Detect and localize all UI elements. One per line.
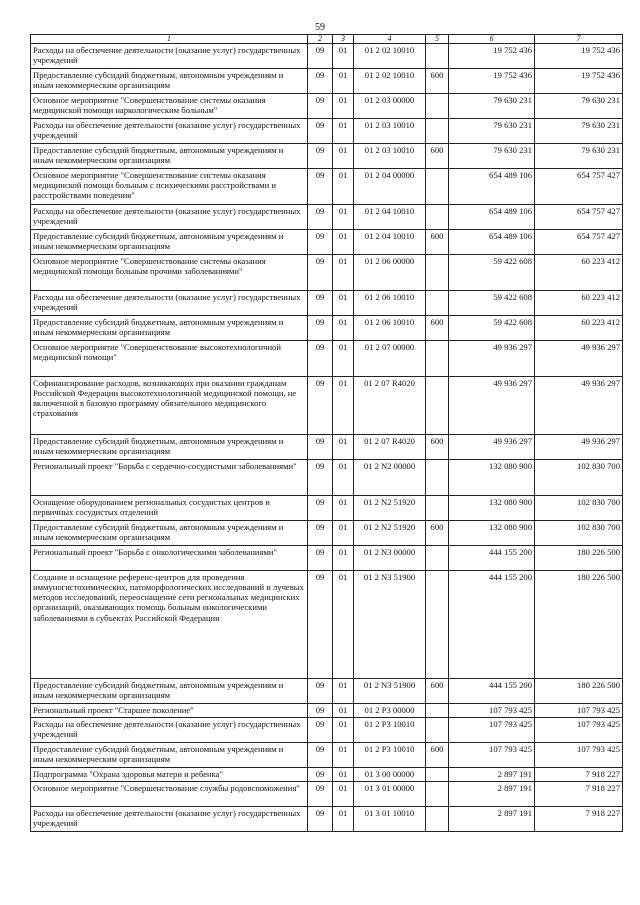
amount-year2-cell: 7 918 227 — [535, 782, 623, 807]
expense-type-cell: 600 — [426, 316, 449, 341]
target-article-cell: 01 2 P3 00000 — [354, 704, 426, 718]
subsection-code-cell: 01 — [333, 718, 354, 743]
section-code-cell: 09 — [308, 460, 333, 496]
expense-type-cell — [426, 341, 449, 377]
row-name-cell: Расходы на обеспечение деятельности (оказание услуг) государственных учреждений — [31, 718, 308, 743]
row-name-cell: Основное мероприятие "Совершенствование службы родовспоможения" — [31, 782, 308, 807]
section-code-cell: 09 — [308, 341, 333, 377]
expense-type-cell — [426, 807, 449, 832]
amount-year2-cell: 102 830 700 — [535, 460, 623, 496]
amount-year2-cell: 107 793 425 — [535, 718, 623, 743]
subsection-code-cell: 01 — [333, 44, 354, 69]
amount-year1-cell: 444 155 200 — [449, 679, 535, 704]
subsection-code-cell: 01 — [333, 768, 354, 782]
amount-year1-cell: 132 080 900 — [449, 496, 535, 521]
table-row — [31, 119, 623, 144]
row-name-cell: Расходы на обеспечение деятельности (оказание услуг) государственных учреждений — [31, 119, 308, 144]
amount-year1-cell: 132 080 900 — [449, 521, 535, 546]
table-row — [31, 69, 623, 94]
amount-year1-cell: 49 936 297 — [449, 341, 535, 377]
section-code-cell: 09 — [308, 496, 333, 521]
amount-year1-cell: 444 155 200 — [449, 546, 535, 571]
subsection-code-cell: 01 — [333, 807, 354, 832]
expense-type-cell — [426, 571, 449, 679]
budget-table — [30, 34, 623, 832]
amount-year1-cell: 2 897 191 — [449, 782, 535, 807]
subsection-code-cell: 01 — [333, 571, 354, 679]
amount-year1-cell: 79 630 231 — [449, 94, 535, 119]
row-name-cell: Расходы на обеспечение деятельности (оказание услуг) государственных учреждений — [31, 44, 308, 69]
amount-year2-cell: 180 226 500 — [535, 571, 623, 679]
subsection-code-cell: 01 — [333, 205, 354, 230]
section-code-cell: 09 — [308, 44, 333, 69]
column-header-row — [31, 35, 623, 44]
table-row — [31, 377, 623, 435]
target-article-cell: 01 2 06 10010 — [354, 291, 426, 316]
target-article-cell: 01 2 03 10010 — [354, 144, 426, 169]
amount-year2-cell: 19 752 436 — [535, 69, 623, 94]
section-code-cell: 09 — [308, 768, 333, 782]
row-name-cell: Предоставление субсидий бюджетным, автономным учреждениям и иным некоммерческим организациям — [31, 144, 308, 169]
expense-type-cell: 600 — [426, 679, 449, 704]
amount-year2-cell: 7 918 227 — [535, 807, 623, 832]
expense-type-cell: 600 — [426, 69, 449, 94]
target-article-cell: 01 2 06 00000 — [354, 255, 426, 291]
expense-type-cell: 600 — [426, 743, 449, 768]
amount-year1-cell: 444 155 200 — [449, 571, 535, 679]
row-name-cell: Региональный проект "Борьба с онкологическими заболеваниями" — [31, 546, 308, 571]
column-header: 6 — [449, 35, 535, 44]
amount-year2-cell: 49 936 297 — [535, 341, 623, 377]
expense-type-cell: 600 — [426, 144, 449, 169]
amount-year1-cell: 654 489 106 — [449, 169, 535, 205]
amount-year2-cell: 49 936 297 — [535, 377, 623, 435]
amount-year1-cell: 49 936 297 — [449, 377, 535, 435]
table-row — [31, 546, 623, 571]
expense-type-cell — [426, 377, 449, 435]
amount-year1-cell: 79 630 231 — [449, 144, 535, 169]
row-name-cell: Расходы на обеспечение деятельности (оказание услуг) государственных учреждений — [31, 291, 308, 316]
amount-year2-cell: 180 226 500 — [535, 679, 623, 704]
target-article-cell: 01 2 N3 51900 — [354, 679, 426, 704]
column-header: 4 — [354, 35, 426, 44]
amount-year2-cell: 102 830 700 — [535, 496, 623, 521]
amount-year2-cell: 79 630 231 — [535, 94, 623, 119]
amount-year2-cell: 60 223 412 — [535, 316, 623, 341]
section-code-cell: 09 — [308, 679, 333, 704]
target-article-cell: 01 2 P3 10010 — [354, 718, 426, 743]
row-name-cell: Создание и оснащение референс-центров для проведения иммуногистохимических, патоморфологических исследований и лучевых методов исследований, переоснащение сети региональных медицинских организаций, оказывающих помощь больным онкологическими заболеваниями в субъектах Российской Федерации — [31, 571, 308, 679]
section-code-cell: 09 — [308, 316, 333, 341]
amount-year1-cell: 107 793 425 — [449, 718, 535, 743]
section-code-cell: 09 — [308, 255, 333, 291]
amount-year1-cell: 19 752 436 — [449, 44, 535, 69]
target-article-cell: 01 2 02 10010 — [354, 69, 426, 94]
target-article-cell: 01 2 N2 51920 — [354, 496, 426, 521]
subsection-code-cell: 01 — [333, 94, 354, 119]
target-article-cell: 01 2 P3 10010 — [354, 743, 426, 768]
subsection-code-cell: 01 — [333, 69, 354, 94]
target-article-cell: 01 2 07 R4020 — [354, 377, 426, 435]
section-code-cell: 09 — [308, 782, 333, 807]
subsection-code-cell: 01 — [333, 144, 354, 169]
amount-year1-cell: 59 422 608 — [449, 291, 535, 316]
row-name-cell: Предоставление субсидий бюджетным, автономным учреждениям и иным некоммерческим организациям — [31, 230, 308, 255]
target-article-cell: 01 2 04 10010 — [354, 230, 426, 255]
target-article-cell: 01 2 04 10010 — [354, 205, 426, 230]
amount-year2-cell: 79 630 231 — [535, 144, 623, 169]
row-name-cell: Софинансирование расходов, возникающих при оказании гражданам Российской Федерации высокотехнологичной медицинской помощи, не включенной в базовую программу обязательного медицинского страхования — [31, 377, 308, 435]
row-name-cell: Предоставление субсидий бюджетным, автономным учреждениям и иным некоммерческим организациям — [31, 435, 308, 460]
section-code-cell: 09 — [308, 169, 333, 205]
table-row — [31, 291, 623, 316]
amount-year2-cell: 107 793 425 — [535, 704, 623, 718]
amount-year2-cell: 654 757 427 — [535, 169, 623, 205]
section-code-cell: 09 — [308, 743, 333, 768]
section-code-cell: 09 — [308, 521, 333, 546]
table-row — [31, 255, 623, 291]
amount-year1-cell: 2 897 191 — [449, 807, 535, 832]
expense-type-cell — [426, 496, 449, 521]
subsection-code-cell: 01 — [333, 169, 354, 205]
table-row — [31, 496, 623, 521]
expense-type-cell: 600 — [426, 435, 449, 460]
column-header: 1 — [31, 35, 308, 44]
table-row — [31, 768, 623, 782]
row-name-cell: Основное мероприятие "Совершенствование системы оказания медицинской помощи больным с психическими расстройствами и расстройствами поведения" — [31, 169, 308, 205]
section-code-cell: 09 — [308, 94, 333, 119]
table-row — [31, 460, 623, 496]
subsection-code-cell: 01 — [333, 230, 354, 255]
amount-year1-cell: 19 752 436 — [449, 69, 535, 94]
row-name-cell: Подпрограмма "Охрана здоровья матери и ребенка" — [31, 768, 308, 782]
subsection-code-cell: 01 — [333, 255, 354, 291]
section-code-cell: 09 — [308, 807, 333, 832]
table-row — [31, 44, 623, 69]
row-name-cell: Расходы на обеспечение деятельности (оказание услуг) государственных учреждений — [31, 205, 308, 230]
row-name-cell: Предоставление субсидий бюджетным, автономным учреждениям и иным некоммерческим организациям — [31, 69, 308, 94]
table-body — [31, 35, 623, 832]
amount-year1-cell: 59 422 608 — [449, 316, 535, 341]
amount-year1-cell: 107 793 425 — [449, 704, 535, 718]
subsection-code-cell: 01 — [333, 316, 354, 341]
amount-year2-cell: 7 918 227 — [535, 768, 623, 782]
amount-year2-cell: 654 757 427 — [535, 205, 623, 230]
subsection-code-cell: 01 — [333, 496, 354, 521]
expense-type-cell — [426, 94, 449, 119]
section-code-cell: 09 — [308, 230, 333, 255]
target-article-cell: 01 2 N3 00000 — [354, 546, 426, 571]
target-article-cell: 01 3 00 00000 — [354, 768, 426, 782]
expense-type-cell — [426, 460, 449, 496]
amount-year2-cell: 107 793 425 — [535, 743, 623, 768]
target-article-cell: 01 2 N2 00000 — [354, 460, 426, 496]
section-code-cell: 09 — [308, 69, 333, 94]
row-name-cell: Региональный проект "Борьба с сердечно-сосудистыми заболеваниями" — [31, 460, 308, 496]
expense-type-cell — [426, 119, 449, 144]
subsection-code-cell: 01 — [333, 291, 354, 316]
row-name-cell: Предоставление субсидий бюджетным, автономным учреждениям и иным некоммерческим организациям — [31, 316, 308, 341]
amount-year1-cell: 654 489 106 — [449, 205, 535, 230]
expense-type-cell — [426, 291, 449, 316]
amount-year1-cell: 79 630 231 — [449, 119, 535, 144]
table-row — [31, 341, 623, 377]
table-row — [31, 94, 623, 119]
column-header: 5 — [426, 35, 449, 44]
row-name-cell: Региональный проект "Старшее поколение" — [31, 704, 308, 718]
column-header: 7 — [535, 35, 623, 44]
amount-year2-cell: 654 757 427 — [535, 230, 623, 255]
section-code-cell: 09 — [308, 377, 333, 435]
row-name-cell: Предоставление субсидий бюджетным, автономным учреждениям и иным некоммерческим организациям — [31, 521, 308, 546]
amount-year2-cell: 60 223 412 — [535, 255, 623, 291]
expense-type-cell — [426, 718, 449, 743]
subsection-code-cell: 01 — [333, 341, 354, 377]
amount-year1-cell: 59 422 608 — [449, 255, 535, 291]
section-code-cell: 09 — [308, 704, 333, 718]
expense-type-cell — [426, 782, 449, 807]
amount-year1-cell: 49 936 297 — [449, 435, 535, 460]
expense-type-cell — [426, 205, 449, 230]
expense-type-cell — [426, 44, 449, 69]
expense-type-cell: 600 — [426, 521, 449, 546]
column-header: 2 — [308, 35, 333, 44]
amount-year2-cell: 102 830 700 — [535, 521, 623, 546]
expense-type-cell — [426, 255, 449, 291]
table-row — [31, 782, 623, 807]
column-header: 3 — [333, 35, 354, 44]
target-article-cell: 01 3 01 10010 — [354, 807, 426, 832]
table-row — [31, 571, 623, 679]
subsection-code-cell: 01 — [333, 679, 354, 704]
target-article-cell: 01 2 07 00000 — [354, 341, 426, 377]
amount-year1-cell: 654 489 106 — [449, 230, 535, 255]
expense-type-cell — [426, 704, 449, 718]
row-name-cell: Предоставление субсидий бюджетным, автономным учреждениям и иным некоммерческим организациям — [31, 679, 308, 704]
target-article-cell: 01 2 02 10010 — [354, 44, 426, 69]
subsection-code-cell: 01 — [333, 521, 354, 546]
subsection-code-cell: 01 — [333, 782, 354, 807]
table-row — [31, 718, 623, 743]
target-article-cell: 01 2 06 10010 — [354, 316, 426, 341]
table-row — [31, 316, 623, 341]
section-code-cell: 09 — [308, 718, 333, 743]
subsection-code-cell: 01 — [333, 743, 354, 768]
expense-type-cell — [426, 546, 449, 571]
subsection-code-cell: 01 — [333, 435, 354, 460]
section-code-cell: 09 — [308, 546, 333, 571]
amount-year2-cell: 60 223 412 — [535, 291, 623, 316]
amount-year2-cell: 19 752 436 — [535, 44, 623, 69]
row-name-cell: Основное мероприятие "Совершенствование высокотехнологичной медицинской помощи" — [31, 341, 308, 377]
table-row — [31, 435, 623, 460]
amount-year2-cell: 79 630 231 — [535, 119, 623, 144]
table-row — [31, 169, 623, 205]
section-code-cell: 09 — [308, 291, 333, 316]
amount-year1-cell: 132 080 900 — [449, 460, 535, 496]
row-name-cell: Основное мероприятие "Совершенствование системы оказания медицинской помощи наркологическим больным" — [31, 94, 308, 119]
expense-type-cell — [426, 768, 449, 782]
row-name-cell: Расходы на обеспечение деятельности (оказание услуг) государственных учреждений — [31, 807, 308, 832]
expense-type-cell — [426, 169, 449, 205]
page-number: 59 — [315, 22, 325, 33]
amount-year1-cell: 107 793 425 — [449, 743, 535, 768]
subsection-code-cell: 01 — [333, 546, 354, 571]
row-name-cell: Предоставление субсидий бюджетным, автономным учреждениям и иным некоммерческим организациям — [31, 743, 308, 768]
table-row — [31, 743, 623, 768]
amount-year2-cell: 180 226 500 — [535, 546, 623, 571]
subsection-code-cell: 01 — [333, 377, 354, 435]
table-row — [31, 679, 623, 704]
subsection-code-cell: 01 — [333, 460, 354, 496]
table-row — [31, 807, 623, 832]
target-article-cell: 01 2 N2 51920 — [354, 521, 426, 546]
target-article-cell: 01 2 03 10010 — [354, 119, 426, 144]
target-article-cell: 01 2 04 00000 — [354, 169, 426, 205]
amount-year1-cell: 2 897 191 — [449, 768, 535, 782]
subsection-code-cell: 01 — [333, 704, 354, 718]
table-row — [31, 704, 623, 718]
table-row — [31, 521, 623, 546]
target-article-cell: 01 3 01 00000 — [354, 782, 426, 807]
section-code-cell: 09 — [308, 205, 333, 230]
target-article-cell: 01 2 N3 51900 — [354, 571, 426, 679]
section-code-cell: 09 — [308, 571, 333, 679]
table-row — [31, 205, 623, 230]
section-code-cell: 09 — [308, 119, 333, 144]
amount-year2-cell: 49 936 297 — [535, 435, 623, 460]
table-row — [31, 144, 623, 169]
section-code-cell: 09 — [308, 144, 333, 169]
target-article-cell: 01 2 07 R4020 — [354, 435, 426, 460]
row-name-cell: Основное мероприятие "Совершенствование системы оказания медицинской помощи больным прочими заболеваниями" — [31, 255, 308, 291]
subsection-code-cell: 01 — [333, 119, 354, 144]
section-code-cell: 09 — [308, 435, 333, 460]
expense-type-cell: 600 — [426, 230, 449, 255]
table-row — [31, 230, 623, 255]
row-name-cell: Оснащение оборудованием региональных сосудистых центров и первичных сосудистых отделений — [31, 496, 308, 521]
target-article-cell: 01 2 03 00000 — [354, 94, 426, 119]
